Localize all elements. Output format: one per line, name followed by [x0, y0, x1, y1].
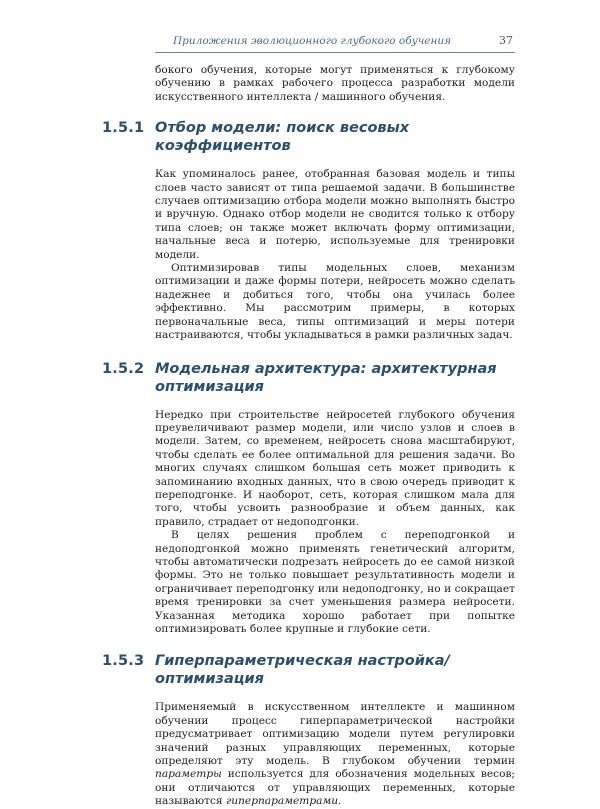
section-title: Отбор модели: поиск весовых коэффициентов: [155, 120, 410, 155]
paragraph: [155, 701, 515, 808]
paragraph: В целях решения проблем с переподгонкой и недоподгонкой можно применять генетический алгоритм, чтобы автоматически подрезать нейросеть до ее самой низкой формы. Это не только повышает результативность модели и ограничивает переподгонку или недоподгонку, но и сокращает время тренировки за счет уменьшения размера нейросети. Указанная методика хорошо работает при попытке оптимизировать более крупные и глубокие сети.: [155, 529, 515, 635]
section-title: Модельная архитектура: архитектурная оптимизация: [155, 360, 497, 395]
text-run: используется для обозначения модельных весов; они отличаются от управляющих переменных, которые называются: [155, 768, 515, 808]
paragraph: Нередко при строительстве нейросетей глубокого обучения преувеличивают размер модели, или число узлов и слоев в модели. Затем, со временем, нейросеть снова масштабируют, чтобы сделать ее более оптимальной для решения задачи. Во многих случаях слишком большая сеть может приводить к запоминанию входных данных, что в свою очередь приводит к переподгонке. И наоборот, сеть, которая слишком мала для того, чтобы усвоить разнообразие и объем данных, как правило, страдает от недоподгонки.: [155, 408, 515, 528]
page-number: 37: [499, 34, 513, 47]
paragraph: Как упоминалось ранее, отобранная базовая модель и типы слоев часто зависят от типа решаемой задачи. В большинстве случаев оптимизацию отбора модели можно выполнять быстро и вручную. Однако отбор модели не сводится только к отбору типа слоев; он также может включать форму оптимизации, начальные веса и потерю, используемые для тренировки модели.: [155, 168, 515, 261]
section-heading-1-5-3: [80, 652, 515, 688]
running-title: Приложения эволюционного глубокого обучения: [173, 35, 452, 47]
page-content: [102, 64, 515, 809]
section-number: 1.5.1: [102, 120, 145, 137]
paragraph: Оптимизировав типы модельных слоев, механизм оптимизации и даже формы потери, нейросеть можно сделать надежнее и добиться того, чтобы она училась более эффективно. Мы рассмотрим примеры, в которых первоначальные веса, типы оптимизаций и меры потери настраиваются, чтобы укладываться в рамки различных задач.: [155, 262, 515, 342]
text-run: Применяемый в искусственном интеллекте и машинном обучении процесс гиперпараметрической настройки предусматривает оптимизацию модели путем регулировки значений разных управляющих переменных, которые определяют эту модель. В глубоком обучении термин: [155, 701, 515, 768]
section-heading-1-5-2: [80, 360, 515, 396]
term-parameters: параметры: [155, 768, 222, 781]
section-number: 1.5.2: [102, 360, 145, 377]
section-heading-1-5-1: [80, 119, 515, 155]
intro-paragraph: бокого обучения, которые могут применяться к глубокому обучению в рамках рабочего процесса разработки модели искусственного интеллекта / машинного обучения.: [155, 64, 515, 103]
text-run: .: [338, 795, 342, 808]
term-hyperparameters: гиперпараметрами: [225, 795, 339, 808]
header-rule: [155, 52, 515, 53]
running-header: [155, 33, 515, 51]
section-title: Гиперпараметрическая настройка/оптимизация: [155, 653, 450, 688]
section-number: 1.5.3: [102, 653, 145, 670]
